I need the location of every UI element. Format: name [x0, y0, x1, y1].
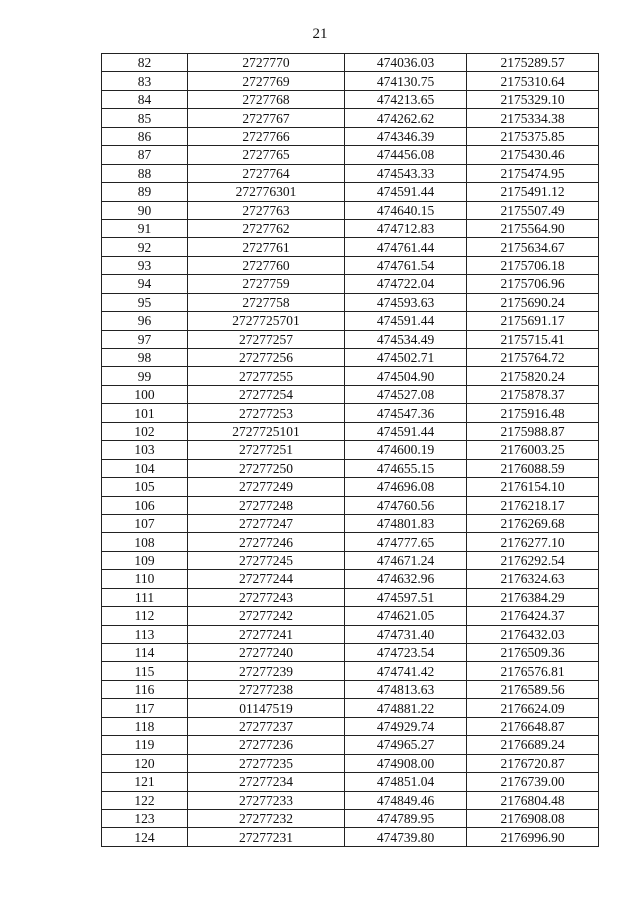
x-coordinate-cell: 474813.63: [345, 680, 467, 698]
point-id-cell: 27277253: [188, 404, 345, 422]
row-number-cell: 84: [102, 90, 188, 108]
y-coordinate-cell: 2176589.56: [467, 680, 599, 698]
point-id-cell: 2727768: [188, 90, 345, 108]
row-number-cell: 120: [102, 754, 188, 772]
y-coordinate-cell: 2176576.81: [467, 662, 599, 680]
row-number-cell: 82: [102, 54, 188, 72]
x-coordinate-cell: 474712.83: [345, 219, 467, 237]
row-number-cell: 93: [102, 256, 188, 274]
x-coordinate-cell: 474213.65: [345, 90, 467, 108]
table-row: [102, 717, 599, 735]
y-coordinate-cell: 2175507.49: [467, 201, 599, 219]
row-number-cell: 100: [102, 385, 188, 403]
table-row: [102, 570, 599, 588]
row-number-cell: 114: [102, 644, 188, 662]
row-number-cell: 87: [102, 146, 188, 164]
row-number-cell: 122: [102, 791, 188, 809]
table-row: [102, 422, 599, 440]
point-id-cell: 27277251: [188, 441, 345, 459]
y-coordinate-cell: 2175375.85: [467, 127, 599, 145]
point-id-cell: 27277249: [188, 478, 345, 496]
y-coordinate-cell: 2175690.24: [467, 293, 599, 311]
y-coordinate-cell: 2175564.90: [467, 219, 599, 237]
table-row: [102, 496, 599, 514]
x-coordinate-cell: 474881.22: [345, 699, 467, 717]
table-row: [102, 588, 599, 606]
row-number-cell: 124: [102, 828, 188, 846]
x-coordinate-cell: 474761.44: [345, 238, 467, 256]
row-number-cell: 86: [102, 127, 188, 145]
x-coordinate-cell: 474722.04: [345, 275, 467, 293]
x-coordinate-cell: 474671.24: [345, 551, 467, 569]
table-row: [102, 809, 599, 827]
x-coordinate-cell: 474801.83: [345, 514, 467, 532]
table-row: [102, 441, 599, 459]
x-coordinate-cell: 474640.15: [345, 201, 467, 219]
x-coordinate-cell: 474741.42: [345, 662, 467, 680]
y-coordinate-cell: 2175430.46: [467, 146, 599, 164]
y-coordinate-cell: 2175706.18: [467, 256, 599, 274]
point-id-cell: 2727770: [188, 54, 345, 72]
row-number-cell: 90: [102, 201, 188, 219]
x-coordinate-cell: 474849.46: [345, 791, 467, 809]
x-coordinate-cell: 474600.19: [345, 441, 467, 459]
y-coordinate-cell: 2176424.37: [467, 607, 599, 625]
x-coordinate-cell: 474739.80: [345, 828, 467, 846]
x-coordinate-cell: 474777.65: [345, 533, 467, 551]
row-number-cell: 106: [102, 496, 188, 514]
point-id-cell: 27277239: [188, 662, 345, 680]
x-coordinate-cell: 474761.54: [345, 256, 467, 274]
row-number-cell: 85: [102, 109, 188, 127]
row-number-cell: 98: [102, 349, 188, 367]
y-coordinate-cell: 2175691.17: [467, 312, 599, 330]
point-id-cell: 27277247: [188, 514, 345, 532]
row-number-cell: 91: [102, 219, 188, 237]
table-row: [102, 644, 599, 662]
x-coordinate-cell: 474731.40: [345, 625, 467, 643]
table-row: [102, 293, 599, 311]
x-coordinate-cell: 474502.71: [345, 349, 467, 367]
point-id-cell: 2727767: [188, 109, 345, 127]
y-coordinate-cell: 2175764.72: [467, 349, 599, 367]
row-number-cell: 119: [102, 736, 188, 754]
y-coordinate-cell: 2175474.95: [467, 164, 599, 182]
table-row: [102, 72, 599, 90]
row-number-cell: 88: [102, 164, 188, 182]
table-row: [102, 146, 599, 164]
point-id-cell: 27277241: [188, 625, 345, 643]
row-number-cell: 101: [102, 404, 188, 422]
point-id-cell: 01147519: [188, 699, 345, 717]
row-number-cell: 123: [102, 809, 188, 827]
y-coordinate-cell: 2176432.03: [467, 625, 599, 643]
row-number-cell: 111: [102, 588, 188, 606]
point-id-cell: 2727763: [188, 201, 345, 219]
table-row: [102, 478, 599, 496]
table-row: [102, 349, 599, 367]
x-coordinate-cell: 474789.95: [345, 809, 467, 827]
point-id-cell: 2727769: [188, 72, 345, 90]
point-id-cell: 27277233: [188, 791, 345, 809]
row-number-cell: 94: [102, 275, 188, 293]
table-row: [102, 367, 599, 385]
y-coordinate-cell: 2176003.25: [467, 441, 599, 459]
table-row: [102, 551, 599, 569]
point-id-cell: 27277231: [188, 828, 345, 846]
page-number: 21: [312, 26, 328, 42]
x-coordinate-cell: 474723.54: [345, 644, 467, 662]
table-row: [102, 607, 599, 625]
row-number-cell: 121: [102, 773, 188, 791]
y-coordinate-cell: 2175715.41: [467, 330, 599, 348]
x-coordinate-cell: 474130.75: [345, 72, 467, 90]
y-coordinate-cell: 2175634.67: [467, 238, 599, 256]
y-coordinate-cell: 2176996.90: [467, 828, 599, 846]
table-row: [102, 164, 599, 182]
point-id-cell: 272776301: [188, 183, 345, 201]
point-id-cell: 2727759: [188, 275, 345, 293]
table-row: [102, 54, 599, 72]
y-coordinate-cell: 2175820.24: [467, 367, 599, 385]
table-row: [102, 680, 599, 698]
coordinates-table-body: [102, 54, 599, 847]
table-row: [102, 828, 599, 846]
row-number-cell: 109: [102, 551, 188, 569]
table-row: [102, 90, 599, 108]
point-id-cell: 2727765: [188, 146, 345, 164]
table-row: [102, 791, 599, 809]
row-number-cell: 95: [102, 293, 188, 311]
x-coordinate-cell: 474632.96: [345, 570, 467, 588]
x-coordinate-cell: 474534.49: [345, 330, 467, 348]
table-row: [102, 312, 599, 330]
row-number-cell: 116: [102, 680, 188, 698]
y-coordinate-cell: 2175706.96: [467, 275, 599, 293]
point-id-cell: 2727766: [188, 127, 345, 145]
x-coordinate-cell: 474908.00: [345, 754, 467, 772]
point-id-cell: 27277234: [188, 773, 345, 791]
x-coordinate-cell: 474593.63: [345, 293, 467, 311]
x-coordinate-cell: 474456.08: [345, 146, 467, 164]
point-id-cell: 2727762: [188, 219, 345, 237]
row-number-cell: 83: [102, 72, 188, 90]
table-row: [102, 459, 599, 477]
x-coordinate-cell: 474262.62: [345, 109, 467, 127]
table-row: [102, 404, 599, 422]
y-coordinate-cell: 2175878.37: [467, 385, 599, 403]
x-coordinate-cell: 474346.39: [345, 127, 467, 145]
point-id-cell: 2727758: [188, 293, 345, 311]
row-number-cell: 108: [102, 533, 188, 551]
row-number-cell: 103: [102, 441, 188, 459]
table-row: [102, 662, 599, 680]
table-row: [102, 625, 599, 643]
x-coordinate-cell: 474965.27: [345, 736, 467, 754]
point-id-cell: 27277232: [188, 809, 345, 827]
row-number-cell: 96: [102, 312, 188, 330]
point-id-cell: 27277254: [188, 385, 345, 403]
y-coordinate-cell: 2175329.10: [467, 90, 599, 108]
y-coordinate-cell: 2175491.12: [467, 183, 599, 201]
table-row: [102, 514, 599, 532]
x-coordinate-cell: 474597.51: [345, 588, 467, 606]
row-number-cell: 115: [102, 662, 188, 680]
point-id-cell: 27277245: [188, 551, 345, 569]
y-coordinate-cell: 2175289.57: [467, 54, 599, 72]
table-row: [102, 699, 599, 717]
y-coordinate-cell: 2175334.38: [467, 109, 599, 127]
table-row: [102, 238, 599, 256]
y-coordinate-cell: 2176292.54: [467, 551, 599, 569]
x-coordinate-cell: 474929.74: [345, 717, 467, 735]
point-id-cell: 2727725701: [188, 312, 345, 330]
x-coordinate-cell: 474591.44: [345, 312, 467, 330]
row-number-cell: 99: [102, 367, 188, 385]
point-id-cell: 27277236: [188, 736, 345, 754]
y-coordinate-cell: 2176720.87: [467, 754, 599, 772]
table-row: [102, 183, 599, 201]
y-coordinate-cell: 2176739.00: [467, 773, 599, 791]
point-id-cell: 27277246: [188, 533, 345, 551]
y-coordinate-cell: 2176269.68: [467, 514, 599, 532]
table-row: [102, 275, 599, 293]
x-coordinate-cell: 474760.56: [345, 496, 467, 514]
row-number-cell: 104: [102, 459, 188, 477]
point-id-cell: 27277257: [188, 330, 345, 348]
row-number-cell: 112: [102, 607, 188, 625]
point-id-cell: 27277238: [188, 680, 345, 698]
y-coordinate-cell: 2176689.24: [467, 736, 599, 754]
point-id-cell: 2727725101: [188, 422, 345, 440]
row-number-cell: 107: [102, 514, 188, 532]
row-number-cell: 92: [102, 238, 188, 256]
point-id-cell: 27277248: [188, 496, 345, 514]
y-coordinate-cell: 2176804.48: [467, 791, 599, 809]
point-id-cell: 2727761: [188, 238, 345, 256]
table-row: [102, 754, 599, 772]
row-number-cell: 117: [102, 699, 188, 717]
y-coordinate-cell: 2175988.87: [467, 422, 599, 440]
point-id-cell: 27277235: [188, 754, 345, 772]
y-coordinate-cell: 2176088.59: [467, 459, 599, 477]
x-coordinate-cell: 474527.08: [345, 385, 467, 403]
y-coordinate-cell: 2176908.08: [467, 809, 599, 827]
y-coordinate-cell: 2176384.29: [467, 588, 599, 606]
y-coordinate-cell: 2176648.87: [467, 717, 599, 735]
x-coordinate-cell: 474621.05: [345, 607, 467, 625]
table-row: [102, 736, 599, 754]
table-row: [102, 109, 599, 127]
point-id-cell: 27277255: [188, 367, 345, 385]
table-row: [102, 127, 599, 145]
x-coordinate-cell: 474696.08: [345, 478, 467, 496]
table-row: [102, 385, 599, 403]
x-coordinate-cell: 474036.03: [345, 54, 467, 72]
x-coordinate-cell: 474543.33: [345, 164, 467, 182]
point-id-cell: 2727760: [188, 256, 345, 274]
point-id-cell: 27277243: [188, 588, 345, 606]
y-coordinate-cell: 2176154.10: [467, 478, 599, 496]
coordinates-table: [101, 53, 599, 847]
y-coordinate-cell: 2176277.10: [467, 533, 599, 551]
point-id-cell: 27277250: [188, 459, 345, 477]
point-id-cell: 2727764: [188, 164, 345, 182]
table-row: [102, 533, 599, 551]
point-id-cell: 27277256: [188, 349, 345, 367]
point-id-cell: 27277237: [188, 717, 345, 735]
y-coordinate-cell: 2176324.63: [467, 570, 599, 588]
point-id-cell: 27277242: [188, 607, 345, 625]
y-coordinate-cell: 2176624.09: [467, 699, 599, 717]
y-coordinate-cell: 2175310.64: [467, 72, 599, 90]
x-coordinate-cell: 474504.90: [345, 367, 467, 385]
table-row: [102, 256, 599, 274]
y-coordinate-cell: 2176509.36: [467, 644, 599, 662]
row-number-cell: 110: [102, 570, 188, 588]
x-coordinate-cell: 474655.15: [345, 459, 467, 477]
row-number-cell: 89: [102, 183, 188, 201]
point-id-cell: 27277244: [188, 570, 345, 588]
table-row: [102, 330, 599, 348]
table-row: [102, 773, 599, 791]
row-number-cell: 118: [102, 717, 188, 735]
x-coordinate-cell: 474591.44: [345, 183, 467, 201]
x-coordinate-cell: 474547.36: [345, 404, 467, 422]
row-number-cell: 102: [102, 422, 188, 440]
row-number-cell: 97: [102, 330, 188, 348]
x-coordinate-cell: 474851.04: [345, 773, 467, 791]
table-row: [102, 201, 599, 219]
row-number-cell: 113: [102, 625, 188, 643]
y-coordinate-cell: 2176218.17: [467, 496, 599, 514]
row-number-cell: 105: [102, 478, 188, 496]
y-coordinate-cell: 2175916.48: [467, 404, 599, 422]
table-row: [102, 219, 599, 237]
x-coordinate-cell: 474591.44: [345, 422, 467, 440]
point-id-cell: 27277240: [188, 644, 345, 662]
